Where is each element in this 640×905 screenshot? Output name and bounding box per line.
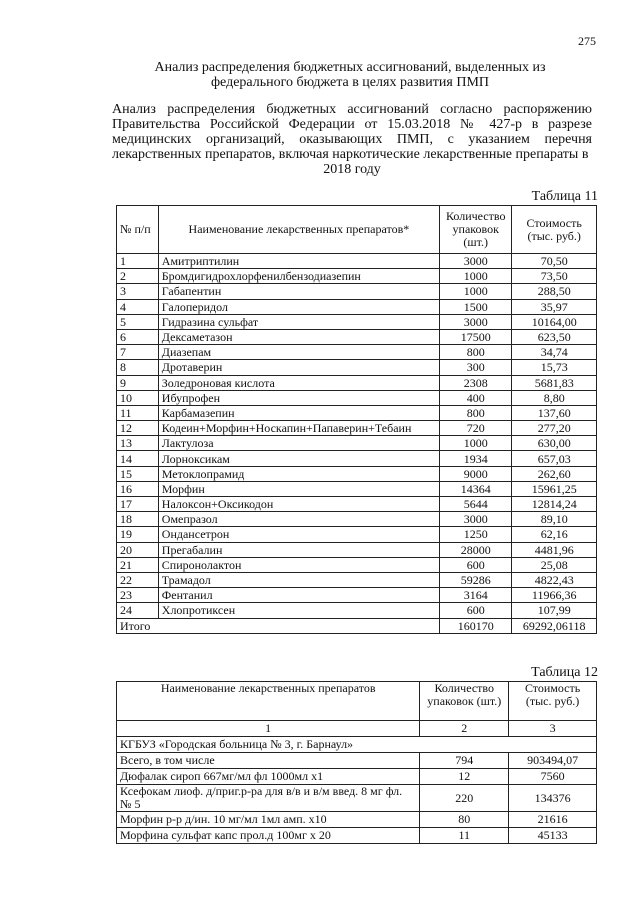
table-row [117,436,597,451]
column-numbers-row [117,721,597,737]
quantity: 59286 [440,572,512,587]
table-row [117,329,597,344]
cost: 5681,83 [512,375,597,390]
quantity: 1250 [440,527,512,542]
table-12-body [117,737,597,844]
quantity: 220 [420,785,509,812]
page-title: Анализ распределения бюджетных ассигнований, выделенных из федерального бюджета в целях развития ПМП [154,60,546,90]
table-11-body [117,254,597,634]
page-number: 275 [578,34,596,48]
drug-name: Бромдигидрохлорфенилбензодиазепин [158,269,439,284]
col-number: 1 [117,721,420,737]
drug-name: Дротаверин [158,360,439,375]
table-row [117,785,597,812]
cost: 903494,07 [509,753,597,769]
cost: 15,73 [512,360,597,375]
cost: 134376 [509,785,597,812]
quantity: 12 [420,769,509,785]
header-qty: Количество упаковок (шт.) [440,206,512,254]
quantity: 3000 [440,254,512,269]
quantity: 2308 [440,375,512,390]
cost: 137,60 [512,405,597,420]
drug-name: Морфина сульфат капс прол.д 100мг x 20 [117,828,420,844]
cost: 657,03 [512,451,597,466]
table-row [117,284,597,299]
drug-name: Ксефокам лиоф. д/приг.р-ра для в/в и в/м введ. 8 мг фл. № 5 [117,785,420,812]
quantity: 9000 [440,466,512,481]
quantity: 1500 [440,299,512,314]
drug-name: Дюфалак сироп 667мг/мл фл 1000мл x1 [117,769,420,785]
col-number: 3 [509,721,597,737]
total-quantity: 160170 [440,618,512,633]
cost: 4822,43 [512,572,597,587]
cost: 25,08 [512,557,597,572]
quantity: 28000 [440,542,512,557]
quantity: 3000 [440,512,512,527]
drug-name: Гидразина сульфат [158,314,439,329]
row-num: 19 [117,527,159,542]
quantity: 5644 [440,497,512,512]
table-row [117,497,597,512]
quantity: 794 [420,753,509,769]
table-row [117,421,597,436]
cost: 73,50 [512,269,597,284]
drug-name: Габапентин [158,284,439,299]
row-num: 20 [117,542,159,557]
cost: 11966,36 [512,588,597,603]
row-num: 12 [117,421,159,436]
drug-name: Всего, в том числе [117,753,420,769]
cost: 10164,00 [512,314,597,329]
quantity: 1934 [440,451,512,466]
row-num: 2 [117,269,159,284]
quantity: 720 [440,421,512,436]
table-row [117,828,597,844]
row-num: 6 [117,329,159,344]
row-num: 4 [117,299,159,314]
row-num: 18 [117,512,159,527]
drug-name: Ондансетрон [158,527,439,542]
table-row [117,588,597,603]
cost: 21616 [509,812,597,828]
drug-name: Прегабалин [158,542,439,557]
drug-name: Омепразол [158,512,439,527]
total-label: Итого [117,618,440,633]
drug-name: Спиронолактон [158,557,439,572]
row-num: 17 [117,497,159,512]
drug-name: Кодеин+Морфин+Носкапин+Папаверин+Тебаин [158,421,439,436]
cost: 15961,25 [512,481,597,496]
cost: 630,00 [512,436,597,451]
row-num: 22 [117,572,159,587]
quantity: 14364 [440,481,512,496]
table-row [117,812,597,828]
table-header-row [117,682,597,721]
quantity: 1000 [440,269,512,284]
drug-name: Метоклопрамид [158,466,439,481]
cost: 8,80 [512,390,597,405]
drug-name: Лорноксикам [158,451,439,466]
cost: 262,60 [512,466,597,481]
cost: 4481,96 [512,542,597,557]
drug-name: Диазепам [158,345,439,360]
subtitle-year: 2018 году [323,162,381,177]
section-subtitle [112,102,592,177]
drug-name: Трамадол [158,572,439,587]
row-num: 3 [117,284,159,299]
row-num: 1 [117,254,159,269]
total-cost: 69292,06118 [512,618,597,633]
quantity: 300 [440,360,512,375]
table-row [117,753,597,769]
table-row [117,345,597,360]
quantity: 400 [440,390,512,405]
table-row [117,314,597,329]
row-num: 21 [117,557,159,572]
cost: 45133 [509,828,597,844]
table-11 [116,205,597,634]
cost: 35,97 [512,299,597,314]
table-row [117,769,597,785]
row-num: 16 [117,481,159,496]
table-row [117,603,597,618]
row-num: 24 [117,603,159,618]
quantity: 1000 [440,284,512,299]
organization-name: КГБУЗ «Городская больница № 3, г. Барнаул» [117,737,597,753]
cost: 7560 [509,769,597,785]
drug-name: Хлопротиксен [158,603,439,618]
row-num: 11 [117,405,159,420]
quantity: 11 [420,828,509,844]
organization-row [117,737,597,753]
header-num: № п/п [117,206,159,254]
table-row [117,466,597,481]
drug-name: Амитриптилин [158,254,439,269]
cost: 288,50 [512,284,597,299]
subtitle-text: Анализ распределения бюджетных ассигнований согласно распоряжению Правительства Российской Федерации от 15.03.2018 № 427-р в разрезе медицинских организаций, оказывающих ПМП, с указанием перечня лекарственных препаратов, включая наркотические лекарственные препараты в [112,102,592,162]
table-row [117,542,597,557]
table-row [117,572,597,587]
quantity: 1000 [440,436,512,451]
drug-name: Золедроновая кислота [158,375,439,390]
quantity: 3000 [440,314,512,329]
drug-name: Морфин р-р д/ин. 10 мг/мл 1мл амп. x10 [117,812,420,828]
row-num: 5 [117,314,159,329]
drug-name: Ибупрофен [158,390,439,405]
row-num: 9 [117,375,159,390]
cost: 107,99 [512,603,597,618]
table-row [117,527,597,542]
table-row [117,375,597,390]
row-num: 7 [117,345,159,360]
quantity: 3164 [440,588,512,603]
drug-name: Карбамазепин [158,405,439,420]
row-num: 23 [117,588,159,603]
drug-name: Галоперидол [158,299,439,314]
row-num: 14 [117,451,159,466]
row-num: 15 [117,466,159,481]
table-row [117,557,597,572]
table-11-caption: Таблица 11 [531,189,598,204]
header-qty: Количество упаковок (шт.) [420,682,509,721]
drug-name: Морфин [158,481,439,496]
quantity: 600 [440,557,512,572]
table-row [117,512,597,527]
header-cost: Стоимость (тыс. руб.) [512,206,597,254]
row-num: 13 [117,436,159,451]
cost: 89,10 [512,512,597,527]
quantity: 800 [440,345,512,360]
table-header-row [117,206,597,254]
header-cost: Стоимость (тыс. руб.) [509,682,597,721]
col-number: 2 [420,721,509,737]
table-12 [116,681,597,844]
table-row [117,254,597,269]
cost: 70,50 [512,254,597,269]
cost: 34,74 [512,345,597,360]
quantity: 17500 [440,329,512,344]
drug-name: Фентанил [158,588,439,603]
drug-name: Дексаметазон [158,329,439,344]
table-row [117,481,597,496]
cost: 277,20 [512,421,597,436]
row-num: 8 [117,360,159,375]
header-name: Наименование лекарственных препаратов [117,682,420,721]
table-row [117,299,597,314]
total-row [117,618,597,633]
cost: 62,16 [512,527,597,542]
drug-name: Лактулоза [158,436,439,451]
table-row [117,360,597,375]
quantity: 800 [440,405,512,420]
table-row [117,390,597,405]
table-row [117,269,597,284]
header-name: Наименование лекарственных препаратов* [158,206,439,254]
drug-name: Налоксон+Оксикодон [158,497,439,512]
row-num: 10 [117,390,159,405]
cost: 12814,24 [512,497,597,512]
table-row [117,405,597,420]
table-12-caption: Таблица 12 [531,665,598,680]
quantity: 600 [440,603,512,618]
cost: 623,50 [512,329,597,344]
table-row [117,451,597,466]
quantity: 80 [420,812,509,828]
